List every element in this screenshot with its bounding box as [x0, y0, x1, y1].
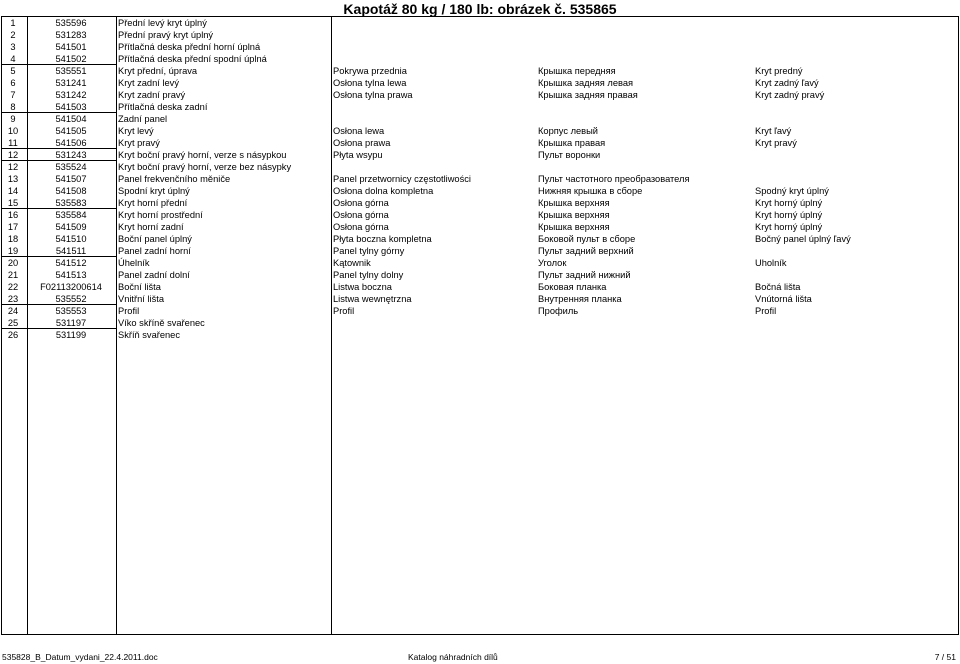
part-number: 541507 — [55, 174, 87, 184]
table-row — [0, 113, 958, 125]
part-name-pl: Panel tylny górny — [333, 246, 405, 256]
part-position: 7 — [10, 90, 16, 100]
part-position: 26 — [7, 330, 19, 340]
table-row — [0, 329, 958, 341]
part-name-cz: Panel frekvenčního měniče — [118, 174, 231, 184]
part-name-ru: Корпус левый — [538, 126, 598, 136]
part-number: 531243 — [55, 150, 87, 160]
page-title: Kapotáž 80 kg / 180 lb: obrázek č. 535865 — [343, 1, 617, 17]
part-number: 541506 — [55, 138, 87, 148]
part-number: 535596 — [55, 18, 87, 28]
part-position: 2 — [10, 30, 16, 40]
part-name-ru: Пульт задний нижний — [538, 270, 631, 280]
part-name-cz: Skříň svařenec — [118, 330, 181, 340]
part-name-pl: Profil — [333, 306, 355, 316]
part-number: 535552 — [55, 294, 87, 304]
part-name-cz: Zadní panel — [118, 114, 168, 124]
part-name-cz: Přední levý kryt úplný — [118, 18, 207, 28]
part-number: 535524 — [55, 162, 87, 172]
part-position: 13 — [7, 174, 19, 184]
table-row — [0, 209, 958, 221]
part-name-cz: Kryt zadní pravý — [118, 90, 186, 100]
part-name-pl: Osłona prawa — [333, 138, 391, 148]
part-name-pl: Listwa boczna — [333, 282, 392, 292]
part-name-ru: Крышка верхняя — [538, 210, 610, 220]
part-name-sk: Kryt ľavý — [755, 126, 792, 136]
part-name-sk: Spodný kryt úplný — [755, 186, 829, 196]
part-number: 535553 — [55, 306, 87, 316]
part-name-cz: Víko skříně svařenec — [118, 318, 205, 328]
part-name-cz: Kryt zadní levý — [118, 78, 179, 88]
part-number: 535551 — [55, 66, 87, 76]
part-name-sk: Uholník — [755, 258, 787, 268]
part-name-cz: Úhelník — [118, 258, 150, 268]
part-name-pl: Osłona tylna prawa — [333, 90, 413, 100]
part-position: 3 — [10, 42, 16, 52]
part-number: 541513 — [55, 270, 87, 280]
table-row — [0, 53, 958, 65]
part-name-cz: Přední pravý kryt úplný — [118, 30, 214, 40]
part-name-cz: Panel zadní horní — [118, 246, 191, 256]
part-name-sk: Kryt horný úplný — [755, 222, 823, 232]
table-row — [0, 317, 958, 329]
part-name-pl: Osłona dolna kompletna — [333, 186, 434, 196]
part-position: 24 — [7, 306, 19, 316]
table-row — [0, 17, 958, 29]
part-number: 541508 — [55, 186, 87, 196]
part-position: 6 — [10, 78, 16, 88]
part-position: 12 — [7, 150, 19, 160]
part-number: 541510 — [55, 234, 87, 244]
part-name-sk: Kryt predný — [755, 66, 803, 76]
part-name-pl: Osłona tylna lewa — [333, 78, 407, 88]
part-name-ru: Профиль — [538, 306, 579, 316]
table-row — [0, 281, 958, 293]
part-name-sk: Kryt zadný pravý — [755, 90, 825, 100]
part-position: 16 — [7, 210, 19, 220]
part-name-cz: Kryt horní prostřední — [118, 210, 203, 220]
part-name-cz: Kryt boční pravý horní, verze bez násypky — [118, 162, 292, 172]
part-position: 8 — [10, 102, 16, 112]
part-name-cz: Profil — [118, 306, 140, 316]
part-position: 20 — [7, 258, 19, 268]
part-name-cz: Přítlačná deska přední spodní úplná — [118, 54, 267, 64]
part-name-cz: Kryt přední, úprava — [118, 66, 198, 76]
table-row — [0, 221, 958, 233]
part-name-sk: Profil — [755, 306, 777, 316]
part-name-pl: Płyta boczna kompletna — [333, 234, 432, 244]
part-position: 22 — [7, 282, 19, 292]
part-position: 12 — [7, 162, 19, 172]
part-number: 541505 — [55, 126, 87, 136]
part-number: 541501 — [55, 42, 87, 52]
table-row — [0, 137, 958, 149]
part-number: 541511 — [55, 246, 87, 256]
part-name-pl: Osłona górna — [333, 210, 389, 220]
part-position: 23 — [7, 294, 19, 304]
part-name-sk: Kryt horný úplný — [755, 210, 823, 220]
part-position: 17 — [7, 222, 19, 232]
part-name-cz: Kryt boční pravý horní, verze s násypkou — [118, 150, 287, 160]
table-row — [0, 29, 958, 41]
part-name-ru: Крышка задняя правая — [538, 90, 638, 100]
part-name-sk: Bočný panel úplný ľavý — [755, 234, 851, 244]
part-name-ru: Уголок — [538, 258, 567, 268]
table-row — [0, 41, 958, 53]
part-name-pl: Pokrywa przednia — [333, 66, 407, 76]
part-name-sk: Vnútorná lišta — [755, 294, 812, 304]
part-number: F02113200614 — [40, 282, 102, 292]
part-name-cz: Spodní kryt úplný — [118, 186, 190, 196]
part-name-ru: Крышка верхняя — [538, 198, 610, 208]
part-name-ru: Боковая планка — [538, 282, 607, 292]
table-row — [0, 257, 958, 269]
part-name-cz: Kryt horní přední — [118, 198, 188, 208]
footer-catalog-title: Katalog náhradních dílů — [408, 652, 498, 662]
part-name-ru: Крышка задняя левая — [538, 78, 634, 88]
part-name-sk: Bočná lišta — [755, 282, 801, 292]
part-name-cz: Vnitřní lišta — [118, 294, 164, 304]
part-name-ru: Пульт задний верхний — [538, 246, 634, 256]
part-number: 541509 — [55, 222, 87, 232]
table-row — [0, 185, 958, 197]
part-number: 531283 — [55, 30, 87, 40]
part-number: 541512 — [55, 258, 87, 268]
part-name-ru: Крышка передняя — [538, 66, 616, 76]
part-number: 531197 — [55, 318, 87, 328]
part-position: 19 — [7, 246, 19, 256]
table-row — [0, 305, 958, 317]
part-name-cz: Kryt levý — [118, 126, 154, 136]
part-number: 535583 — [55, 198, 87, 208]
part-number: 531242 — [55, 90, 87, 100]
table-row — [0, 293, 958, 305]
part-name-pl: Osłona górna — [333, 198, 389, 208]
part-position: 9 — [10, 114, 16, 124]
part-name-cz: Kryt horní zadní — [118, 222, 184, 232]
footer-filename: 535828_B_Datum_vydani_22.4.2011.doc — [2, 652, 158, 662]
part-name-pl: Osłona górna — [333, 222, 389, 232]
part-name-pl: Osłona lewa — [333, 126, 385, 136]
part-name-ru: Крышка верхняя — [538, 222, 610, 232]
part-name-ru: Внутренняя планка — [538, 294, 622, 304]
part-name-ru: Боковой пульт в сборе — [538, 234, 636, 244]
part-position: 11 — [8, 138, 18, 148]
part-name-cz: Přítlačná deska přední horní úplná — [118, 42, 261, 52]
part-name-pl: Kątownik — [333, 258, 371, 268]
part-name-cz: Přítlačná deska zadní — [118, 102, 208, 112]
table-row — [0, 245, 958, 257]
table-row — [0, 269, 958, 281]
part-name-pl: Panel przetwornicy częstotliwości — [333, 174, 471, 184]
table-row — [0, 161, 958, 173]
part-number: 541503 — [55, 102, 87, 112]
part-name-ru: Пульт частотного преобразователя — [538, 174, 690, 184]
part-name-ru: Нижняя крышка в сборе — [538, 186, 643, 196]
part-number: 531241 — [55, 78, 87, 88]
part-name-pl: Panel tylny dolny — [333, 270, 404, 280]
part-position: 18 — [7, 234, 19, 244]
table-row — [0, 173, 958, 185]
part-name-sk: Kryt zadný ľavý — [755, 78, 819, 88]
part-number: 531199 — [55, 330, 87, 340]
part-position: 14 — [7, 186, 19, 196]
part-number: 541504 — [55, 114, 87, 124]
table-row — [0, 149, 958, 161]
table-row — [0, 197, 958, 209]
table-row — [0, 125, 958, 137]
part-name-pl: Płyta wsypu — [333, 150, 383, 160]
table-row — [0, 65, 958, 77]
part-name-cz: Boční panel úplný — [118, 234, 192, 244]
part-position: 25 — [7, 318, 19, 328]
part-name-cz: Kryt pravý — [118, 138, 160, 148]
part-position: 4 — [10, 54, 16, 64]
part-position: 1 — [10, 18, 16, 28]
part-position: 10 — [7, 126, 19, 136]
table-row — [0, 77, 958, 89]
footer-page-number: 7 / 51 — [934, 652, 956, 662]
table-row — [0, 101, 958, 113]
part-name-sk: Kryt horný úplný — [755, 198, 823, 208]
table-row — [0, 233, 958, 245]
part-position: 21 — [7, 270, 19, 280]
part-name-cz: Panel zadní dolní — [118, 270, 190, 280]
part-name-ru: Пульт воронки — [538, 150, 601, 160]
part-name-sk: Kryt pravý — [755, 138, 797, 148]
part-name-cz: Boční lišta — [118, 282, 161, 292]
part-position: 5 — [10, 66, 16, 76]
part-number: 535584 — [55, 210, 87, 220]
part-position: 15 — [7, 198, 19, 208]
table-row — [0, 89, 958, 101]
part-number: 541502 — [55, 54, 87, 64]
part-name-pl: Listwa wewnętrzna — [333, 294, 412, 304]
part-name-ru: Крышка правая — [538, 138, 606, 148]
